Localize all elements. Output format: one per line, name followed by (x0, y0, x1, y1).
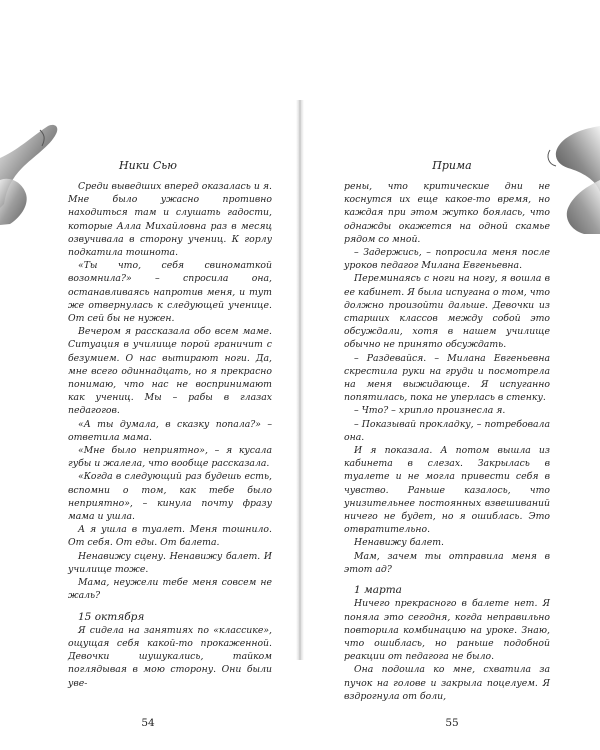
paragraph: Мама, неужели тебе меня совсем не жаль? (68, 577, 272, 602)
paragraph: И я показала. А потом вышла из кабинета в слезах. Закрылась в туалете и не могла привести себя в чувство. Раньше казалось, что унизительнее постоянных взвешиваний ничего не будет, но я ошиблась. Это отвратительно. (344, 445, 550, 536)
right-page-text (344, 180, 550, 703)
paragraph: «А ты думала, в сказку попала?» – ответила мама. (68, 418, 272, 443)
diary-date: 1 марта (354, 584, 402, 597)
paragraph: «Когда в следующий раз будешь есть, вспомни о том, как тебе было неприятно», – кинула почту фразу мама и ушла. (68, 471, 272, 523)
paragraph: «Мне было неприятно», – я кусала губы и жалела, что вообще рассказала. (68, 445, 272, 470)
left-page (0, 0, 296, 750)
diary-date: 15 октября (78, 610, 145, 623)
left-running-head: Ники Сью (119, 159, 177, 172)
paragraph: Ничего прекрасного в балете нет. Я поняла это сегодня, когда неправильно повторила комбинацию на уроке. Знаю, что ошиблась, но раньше подобной реакции от педагога не было. (344, 598, 550, 663)
paragraph: – Раздевайся. – Милана Евгеньевна скрестила руки на груди и посмотрела на меня выжидающе. Я испуганно попятилась, пока не уперлась в стенку. (344, 352, 550, 404)
paragraph: Переминаясь с ноги на ногу, я вошла в ее кабинет. Я была испугана о том, что должно произойти дальше. Девочки из старших классов между собой это обсуждали, хотя в нашем училище обычно не принято обсуждать. (344, 273, 550, 351)
paragraph: Мам, зачем ты отправила меня в этот ад? (344, 550, 550, 575)
book-gutter (296, 100, 304, 660)
paragraph: Она подошла ко мне, схватила за пучок на голове и закрыла поцелуем. Я вздрогнула от боли, (344, 664, 550, 702)
right-page (304, 0, 600, 750)
page-number-left: 54 (141, 717, 155, 729)
paragraph: «Ты что, себя свиноматкой возомнила?» – спросила она, останавливаясь напротив меня, и тут же отвернулась к следующей ученице. От сей бы не нужен. (68, 260, 272, 325)
paragraph: Ненавижу балет. (354, 537, 444, 549)
paragraph: рены, что критические дни не коснутся их еще какое-то время, но каждая при этом жутко боялась, что однажды окажется на одной скамье рядом со мной. (344, 181, 550, 245)
paragraph: Вечером я рассказала обо всем маме. Ситуация в училище порой граничит с безумием. О нас вытирают ноги. Да, мне всего одиннадцать, но я прекрасно понимаю, что нас не воспринимают как учениц. Мы – рабы в глазах педагогов. (68, 326, 272, 417)
left-page-text (68, 180, 272, 690)
paragraph: – Задержись, – попросила меня после уроков педагог Милана Евгеньевна. (344, 247, 550, 272)
paragraph: А я ушла в туалет. Меня тошнило. От себя. От еды. От балета. (68, 524, 272, 549)
paragraph: Среди выведших вперед оказалась и я. Мне было ужасно противно находиться там и слушать гадости, которые Алла Михайловна раз в месяц озвучивала в сторону учениц. К горлу подкатила тошнота. (68, 181, 272, 259)
paragraph: Ненавижу сцену. Ненавижу балет. И училище тоже. (68, 550, 272, 575)
paragraph: – Показывай прокладку, – потребовала она. (344, 418, 550, 443)
page-number-right: 55 (445, 717, 459, 729)
right-running-head: Прима (432, 159, 472, 172)
paragraph: Я сидела на занятиях по «классике», ощущая себя какой-то прокаженной. Девочки шушукались, тайком поглядывая в мою сторону. Они были уве- (68, 624, 272, 689)
paragraph: – Что? – хрипло произнесла я. (354, 405, 506, 417)
